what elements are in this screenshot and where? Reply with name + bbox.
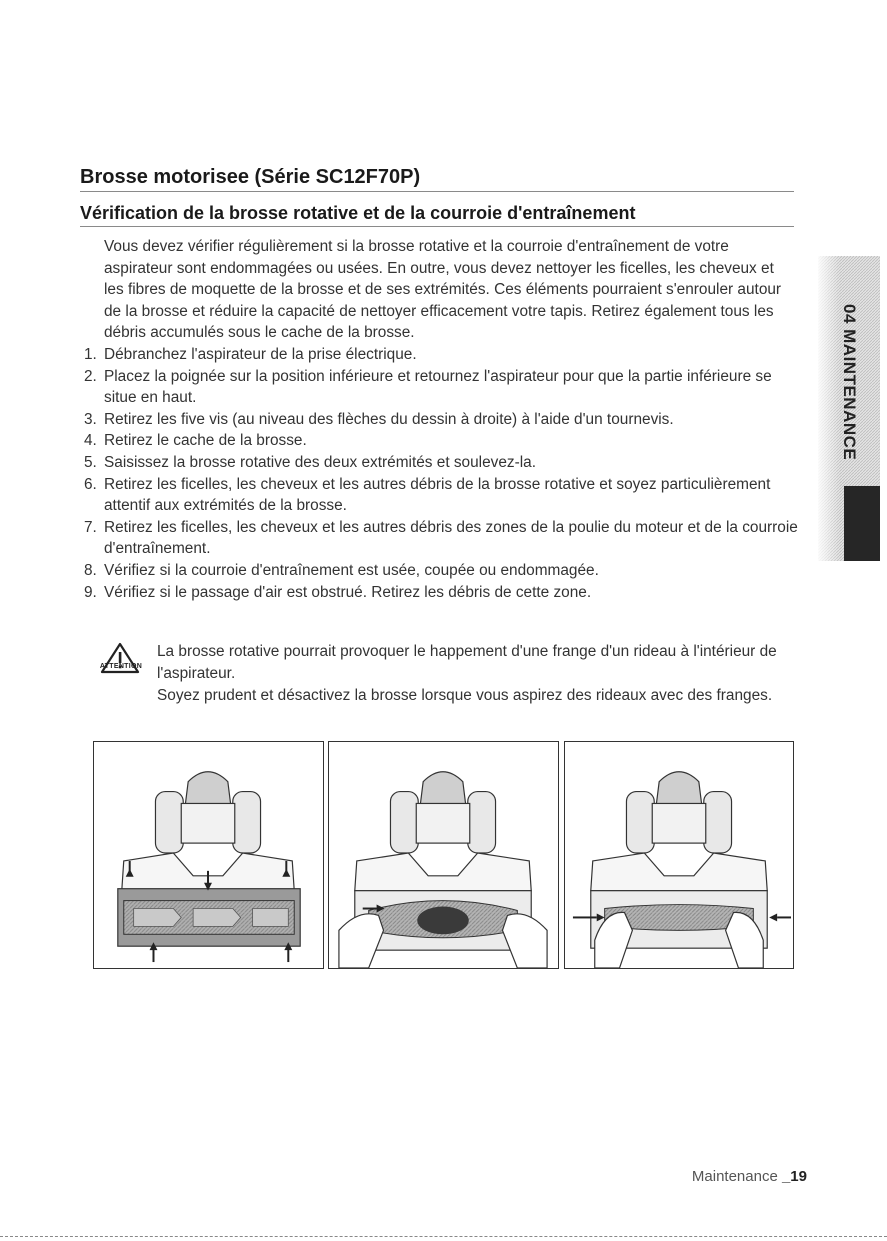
list-item: 4. Retirez le cache de la brosse. (84, 432, 307, 450)
brush-head-cover-screws-illustration (94, 742, 323, 968)
warning-paragraph: Soyez prudent et désactivez la brosse lorsque vous aspirez des rideaux avec des franges. (157, 687, 773, 705)
page-footer (692, 1168, 807, 1185)
list-item: 3. Retirez les five vis (au niveau des flèches du dessin à droite) à l'aide d'un tournevis. (84, 410, 674, 428)
subsection-title: Vérification de la brosse rotative et de la courroie d'entraînement (80, 203, 794, 227)
warning-paragraph: La brosse rotative pourrait provoquer le happement d'une frange d'un rideau à l'intérieur de l'aspirateur. (157, 643, 777, 682)
brush-head-lift-brush-illustration (565, 742, 793, 968)
list-item: 1. Débranchez l'aspirateur de la prise électrique. (84, 346, 417, 363)
figure-remove-brush (328, 741, 559, 969)
figure-cover-screws (93, 741, 324, 969)
figure-lift-brush (564, 741, 794, 969)
list-item: 7. Retirez les ficelles, les cheveux et les autres débris des zones de la poulie du moteur et de la courroie d'entraînement. (84, 518, 798, 558)
footer-label: Maintenance (691, 1168, 782, 1185)
warning-icon (98, 640, 142, 680)
list-item: 2. Placez la poignée sur la position inférieure et retournez l'aspirateur pour que la partie inférieure se situe en haut. (84, 367, 772, 407)
warning-note (157, 641, 797, 708)
intro-paragraph: Vous devez vérifier régulièrement si la brosse rotative et la courroie d'entraînement de votre aspirateur sont endommagées ou usées. En outre, vous devez nettoyer les ficelles, les cheveux et les fibres de moquette de la brosse et de ses extrémités. Ces éléments pourraient s'enrouler autour de la brosse et réduire la capacité de nettoyer efficacement votre tapis. Retirez également tous les débris accumulés sous le cache de la brosse. (104, 238, 782, 342)
list-item: 6. Retirez les ficelles, les cheveux et les autres débris de la brosse rotative et soyez particulièrement attentif aux extrémités de la brosse. (84, 475, 771, 515)
list-item: 8. Vérifiez si la courroie d'entraînement est usée, coupée ou endommagée. (84, 561, 599, 579)
section-title: Brosse motorisee (Série SC12F70P) (80, 166, 794, 192)
side-tab-label: 04 MAINTENANCE (840, 304, 859, 461)
bottom-rule (0, 1236, 887, 1237)
warning-label: ATTENTION (99, 663, 143, 670)
list-item: 9. Vérifiez si le passage d'air est obstrué. Retirez les débris de cette zone. (84, 583, 592, 601)
brush-head-remove-brush-illustration (329, 742, 558, 968)
page-number: _19 (781, 1168, 807, 1185)
steps-list (84, 344, 800, 603)
list-item: 5. Saisissez la brosse rotative des deux extrémités et soulevez-la. (84, 453, 536, 471)
